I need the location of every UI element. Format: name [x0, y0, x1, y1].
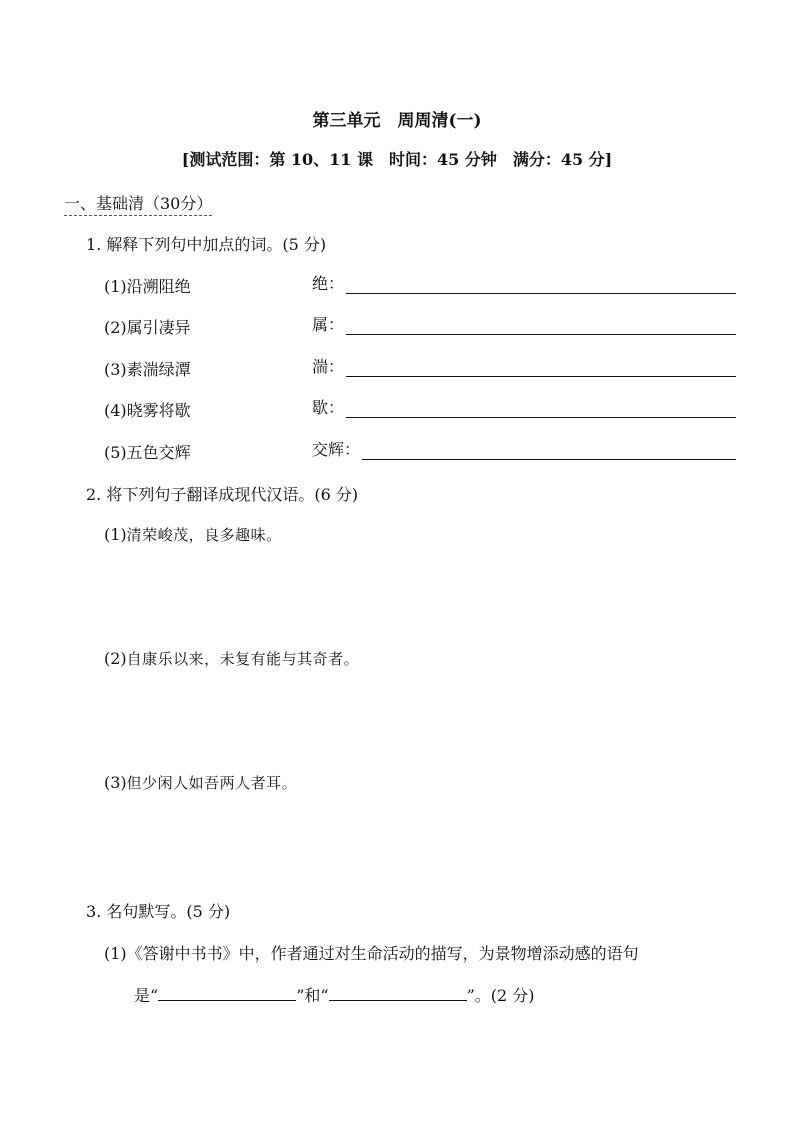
q1-item-3-sentence: (3)素湍绿潭: [104, 360, 191, 379]
q1-item-1-answer[interactable]: [312, 272, 736, 294]
q2-item-3: [104, 772, 297, 793]
section-heading: 一、基础清（30分）: [64, 191, 212, 216]
q3-item-1-post: ”。(2 分): [466, 986, 535, 1005]
answer-line[interactable]: [362, 447, 736, 460]
answer-line[interactable]: [346, 405, 736, 418]
answer-line[interactable]: [346, 281, 736, 294]
q1-item-2-answer[interactable]: [312, 313, 736, 335]
q1-item-1-sentence: (1)沿溯阻绝: [104, 277, 191, 296]
q1-item-4-sentence: (4)晓雾将歇: [104, 401, 191, 420]
q3-item-1-mid: ”和“: [296, 986, 329, 1005]
q2-item-3-number: (3): [104, 773, 127, 792]
q2-item-2-number: (2): [104, 649, 127, 668]
page-title: 第三单元 周周清(一): [312, 111, 482, 131]
q2-item-3-text: 但少闲人如吾两人者耳。: [126, 774, 298, 792]
q3-item-1-pre: 是“: [134, 986, 159, 1005]
q2-item-1: [104, 524, 282, 545]
q2-item-2: [104, 648, 359, 669]
test-scope: [测试范围：第 10、11 课 时间：45 分钟 满分：45 分]: [181, 150, 613, 169]
q3-blank-2[interactable]: [329, 986, 467, 1001]
q3-blank-1[interactable]: [158, 986, 296, 1001]
q1-item-5-answer[interactable]: [312, 438, 736, 460]
q1-item-4-answer[interactable]: [312, 396, 736, 418]
q2-item-2-text: 自康乐以来，未复有能与其奇者。: [126, 650, 360, 668]
q1-item-2-sentence: (2)属引凄异: [104, 318, 191, 337]
q1-item-4-key: 歇：: [312, 398, 345, 417]
q1-item-1-key: 绝：: [312, 274, 345, 293]
q2-item-1-number: (1): [104, 525, 127, 544]
q2-item-2-answer-space[interactable]: [104, 674, 736, 764]
q1-item-3-key: 湍：: [312, 357, 345, 376]
q2-item-1-text: 清荣峻茂，良多趣味。: [126, 526, 282, 544]
q1-item-2-key: 属：: [312, 315, 345, 334]
q1-item-5-key: 交辉：: [312, 440, 361, 459]
q2-item-3-answer-space[interactable]: [104, 798, 736, 888]
question-2-prompt: 2. 将下列句子翻译成现代汉语。(6 分): [86, 485, 359, 504]
q1-item-5-sentence: (5)五色交辉: [104, 443, 191, 462]
question-3-prompt: 3. 名句默写。(5 分): [86, 902, 231, 921]
q2-item-1-answer-space[interactable]: [104, 550, 736, 640]
answer-line[interactable]: [346, 364, 736, 377]
q1-item-3-answer[interactable]: [312, 355, 736, 377]
question-1-prompt: 1. 解释下列句中加点的词。(5 分): [86, 235, 327, 254]
answer-line[interactable]: [346, 322, 736, 335]
q3-item-1-line1: (1)《答谢中书书》中，作者通过对生命活动的描写，为景物增添动感的语句: [104, 944, 639, 963]
q3-item-1-line2: [134, 983, 535, 1006]
